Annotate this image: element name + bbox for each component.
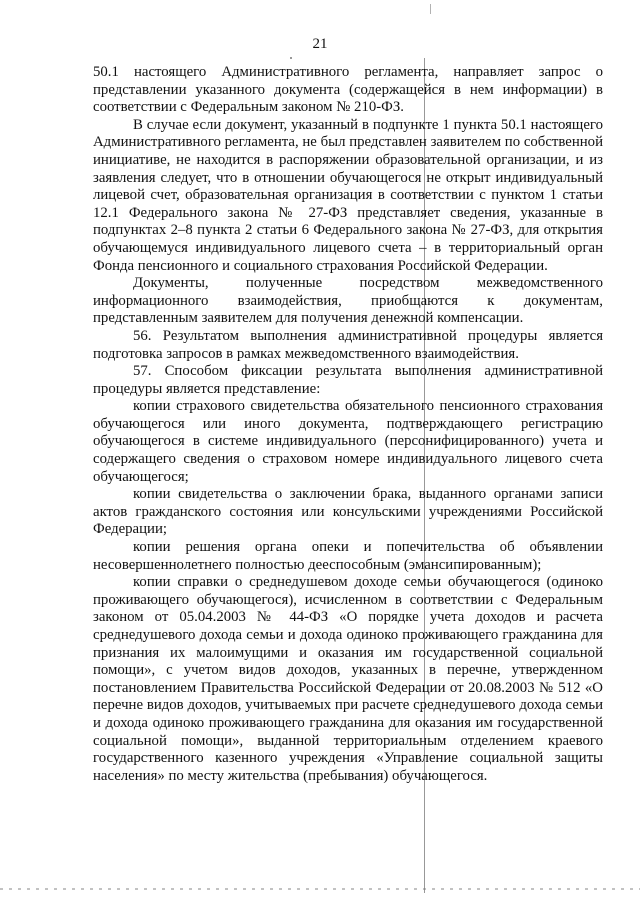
document-body: [93, 64, 603, 785]
paragraph: В случае если документ, указанный в подпункте 1 пункта 50.1 настоящего Административного регламента, не был представлен заявителем по собственной инициативе, не находится в распоряжении образовательной организации, и из заявления следует, что в отношении обучающегося не открыт индивидуальный лицевой счет, образовательная организация в соответствии с пунктом 1 статьи 12.1 Федерального закона № 27-ФЗ представляет сведения, указанные в подпунктах 2–8 пункта 2 статьи 6 Федерального закона № 27-ФЗ, для открытия обучающемуся индивидуального лицевого счета – в территориальный орган Фонда пенсионного и социального страхования Российской Федерации.: [93, 116, 603, 274]
paragraph: 50.1 настоящего Административного регламента, направляет запрос о представлении указанного документа (содержащейся в нем информации) в соответствии с Федеральным законом № 210-ФЗ.: [93, 64, 603, 116]
list-item: копии справки о среднедушевом доходе семьи обучающегося (одиноко проживающего обучающегося), исчисленном в соответствии с Федеральным законом от 05.04.2003 № 44-ФЗ «О порядке учета доходов и расчета среднедушевого дохода семьи и дохода одиноко проживающего гражданина для признания их малоимущими и оказания им государственной социальной помощи», с учетом видов доходов, указанных в перечне, утвержденном постановлением Правительства Российской Федерации от 20.08.2003 № 512 «О перечне видов доходов, учитываемых при расчете среднедушевого дохода семьи и дохода одиноко проживающего гражданина для оказания им государственной социальной помощи», выданной территориальным отделением краевого государственного казенного учреждения «Управление социальной защиты населения» по месту жительства (пребывания) обучающегося.: [93, 574, 603, 784]
list-item: копии свидетельства о заключении брака, выданного органами записи актов гражданского состояния или консульскими учреждениями Российской Федерации;: [93, 486, 603, 538]
scan-artifact: [290, 57, 292, 59]
scan-artifact: [430, 4, 431, 14]
paragraph: 57. Способом фиксации результата выполнения административной процедуры является представление:: [93, 363, 603, 397]
list-item: копии страхового свидетельства обязательного пенсионного страхования обучающегося или иного документа, подтверждающего регистрацию обучающегося в системе индивидуального (персонифицированного) учета и содержащего сведения о страховом номере индивидуального лицевого счета обучающегося;: [93, 398, 603, 485]
page-number: 21: [312, 36, 328, 52]
paragraph: 56. Результатом выполнения административной процедуры является подготовка запросов в рамках межведомственного взаимодействия.: [93, 327, 603, 362]
scan-bottom-edge: [0, 888, 640, 890]
paragraph: Документы, полученные посредством межведомственного информационного взаимодействия, приобщаются к документам, представленным заявителем для получения денежной компенсации.: [93, 275, 603, 327]
list-item: копии решения органа опеки и попечительства об объявлении несовершеннолетнего полностью дееспособным (эмансипированным);: [93, 539, 603, 573]
